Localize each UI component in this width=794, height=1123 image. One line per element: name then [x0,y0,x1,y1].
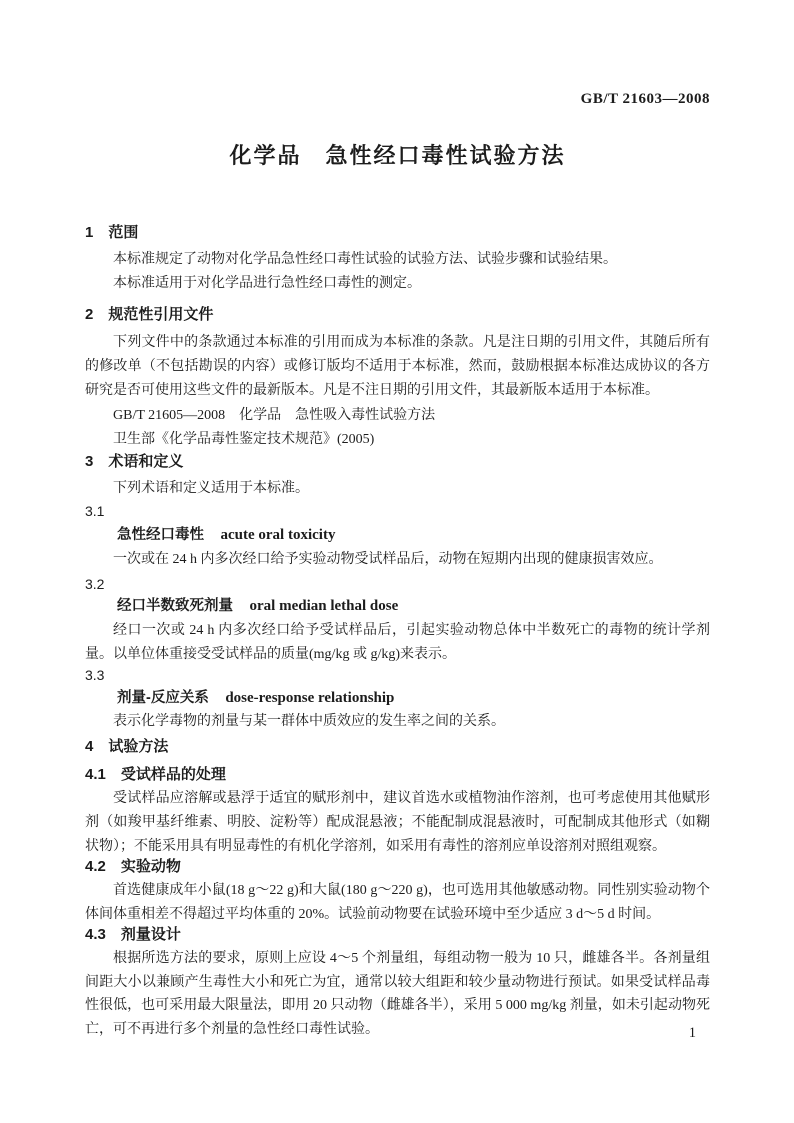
section-2-paragraph: 下列文件中的条款通过本标准的引用而成为本标准的条款。凡是注日期的引用文件，其随后所有的修改单（不包括勘误的内容）或修订版均不适用于本标准，然而，鼓励根据本标准达成协议的各方研究是否可使用这些文件的最新版本。凡是不注日期的引用文件，其最新版本适用于本标准。 [85,335,710,398]
page-number: 1 [688,1025,696,1041]
term-3-3-chinese: 剂量-反应关系 [117,690,209,706]
section-1-paragraph-2: 本标准适用于对化学品进行急性经口毒性的测定。 [113,276,421,291]
normative-reference-1: GB/T 21605—2008 化学品 急性吸入毒性试验方法 [113,408,436,423]
section-1-paragraph-1: 本标准规定了动物对化学品急性经口毒性试验的试验方法、试验步骤和试验结果。 [113,252,617,267]
standard-code: GB/T 21603—2008 [580,91,710,107]
term-3-3-definition: 表示化学毒物的剂量与某一群体中质效应的发生率之间的关系。 [113,714,505,729]
term-3-3-english: dose-response relationship [225,690,395,706]
section-4-1-heading: 4.1 受试样品的处理 [85,766,226,783]
term-3-1-english: acute oral toxicity [220,527,336,543]
section-2-heading: 2 规范性引用文件 [85,306,214,323]
section-4-2-heading: 4.2 实验动物 [85,858,181,875]
term-3-1-definition: 一次或在 24 h 内多次经口给予实验动物受试样品后，动物在短期内出现的健康损害效应。 [113,552,663,567]
section-4-heading: 4 试验方法 [85,738,169,755]
term-3-2-definition: 经口一次或 24 h 内多次经口给予受试样品后，引起实验动物总体中半数死亡的毒物的统计学剂量。以单位体重接受受试样品的质量(mg/kg 或 g/kg)来表示。 [85,623,710,662]
normative-reference-2: 卫生部《化学品毒性鉴定技术规范》(2005) [113,432,375,447]
section-1-heading: 1 范围 [85,224,139,241]
section-3-heading: 3 术语和定义 [85,453,184,470]
term-3-2-chinese: 经口半数致死剂量 [117,598,233,614]
term-3-1-title [85,524,710,546]
clause-number-3-1: 3.1 [85,503,105,519]
section-3-intro: 下列术语和定义适用于本标准。 [113,481,309,496]
term-3-2-english: oral median lethal dose [249,598,399,614]
section-4-2-paragraph: 首选健康成年小鼠(18 g～22 g)和大鼠(180 g～220 g)，也可选用其他敏感动物。同性别实验动物个体间体重相差不得超过平均体重的 20%。试验前动物要在试验环境中至少适应 3 d～5 d 时间。 [85,883,710,922]
section-4-1-paragraph: 受试样品应溶解或悬浮于适宜的赋形剂中，建议首选水或植物油作溶剂，也可考虑使用其他赋形剂（如羧甲基纤维素、明胶、淀粉等）配成混悬液；不能配制成混悬液时，可配制成其他形式（如糊状物）；不能采用具有明显毒性的有机化学溶剂，如采用有毒性的溶剂应单设溶剂对照组观察。 [85,791,710,854]
section-4-3-heading: 4.3 剂量设计 [85,926,181,943]
term-3-2-title [85,595,710,617]
term-3-3-title [85,687,710,709]
section-4-3-paragraph: 根据所选方法的要求，原则上应设 4～5 个剂量组，每组动物一般为 10 只，雌雄各半。各剂量组间距大小以兼顾产生毒性大小和死亡为宜，通常以较大组距和较少量动物进行预试。如果受试样品毒性很低，也可采用最大限量法，即用 20 只动物（雌雄各半），采用 5 000 mg/kg 剂量，如未引起动物死亡，可不再进行多个剂量的急性经口毒性试验。 [85,951,710,1037]
term-3-1-chinese: 急性经口毒性 [117,527,204,543]
clause-number-3-2: 3.2 [85,576,105,592]
clause-number-3-3: 3.3 [85,667,105,683]
document-title: 化学品 急性经口毒性试验方法 [229,143,566,168]
